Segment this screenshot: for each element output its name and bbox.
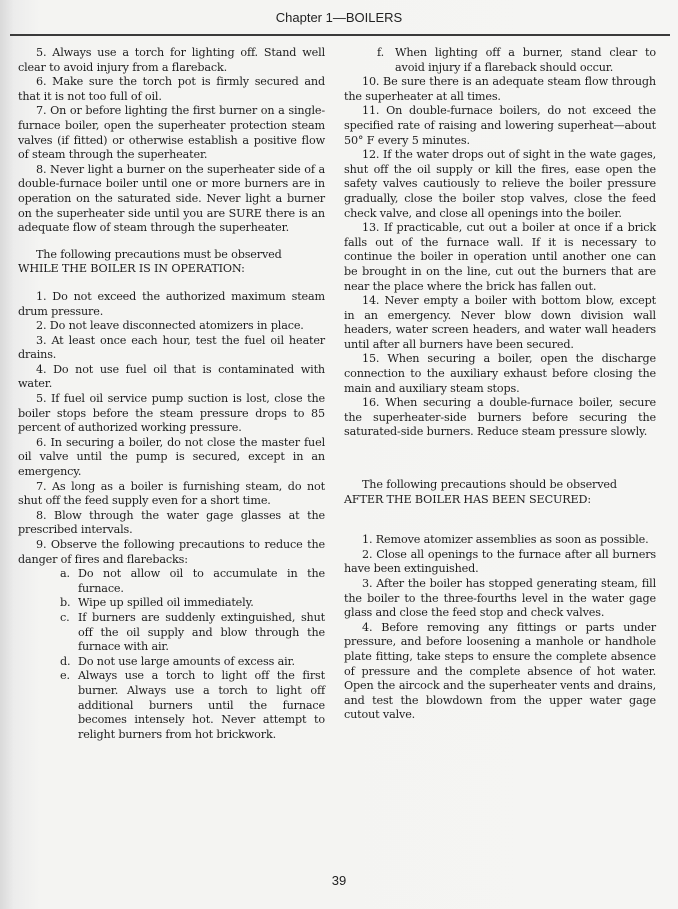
sub-item (18, 596, 325, 611)
lighting-item: 8. Never light a burner on the superheater side of a double-furnace boiler until one or more burners are in operation on the saturated side. Never light a burner on the superheater side until you are SURE there is an adequate flow of steam through the superheater. (18, 162, 325, 235)
sub-item-text: Always use a torch to light off the first burner. Always use a torch to light off additional burners until the furnace becomes intensely hot. Never attempt to relight burners from hot brickwork. (78, 669, 325, 741)
lighting-item: 7. On or before lighting the first burner on a single-furnace boiler, open the superheater protection steam valves (if fitted) or otherwise establish a positive flow of steam through the superheater. (18, 104, 325, 162)
operation-item: 9. Observe the following precautions to reduce the danger of fires and flarebacks: (18, 538, 325, 566)
sub-item-label: d. (60, 654, 71, 668)
left-column (18, 46, 325, 742)
sub-item (344, 46, 656, 75)
secured-item: 4. Before removing any fittings or parts under pressure, and before loosening a manhole or handhole plate fitting, take steps to ensure the complete absence of pressure and the complete absence of hot water. Open the aircock and the superheater vents and drains, and test the blowdown from the upper water gage cutout valve. (344, 620, 656, 722)
sub-item (18, 669, 325, 742)
spacer (344, 507, 656, 533)
lighting-item: 5. Always use a torch for lighting off. Stand well clear to avoid injury from a flareback. (18, 46, 325, 74)
sub-item-text: Wipe up spilled oil immediately. (78, 596, 254, 610)
sub-item-label: a. (60, 567, 70, 581)
operation-item: 10. Be sure there is an adequate steam flow through the superheater at all times. (344, 75, 656, 103)
sub-item (18, 611, 325, 655)
running-header: Chapter 1—BOILERS (275, 10, 403, 25)
operation-item: 11. On double-furnace boilers, do not exceed the specified rate of raising and lowering superheat—about 50° F every 5 minutes. (344, 104, 656, 147)
sub-item (18, 655, 325, 670)
operation-item: 15. When securing a boiler, open the discharge connection to the auxiliary exhaust before closing the main and auxiliary steam stops. (344, 352, 656, 395)
sub-item-label: f. (377, 46, 384, 59)
sub-item (18, 567, 325, 596)
secured-item: 2. Close all openings to the furnace after all burners have been extinguished. (344, 547, 656, 576)
operation-intro: The following precautions must be observed (36, 247, 282, 261)
operation-item: 14. Never empty a boiler with bottom blow, except in an emergency. Never blow down division wall headers, water screen headers, and water wall headers until after all burners have been secured. (344, 294, 656, 351)
secured-section-heading (344, 478, 656, 507)
operation-item: 3. At least once each hour, test the fuel oil heater drains. (18, 333, 325, 362)
sub-item-text: Do not allow oil to accumulate in the furnace. (78, 567, 325, 595)
operation-item: 4. Do not use fuel oil that is contaminated with water. (18, 362, 325, 391)
secured-item: 1. Remove atomizer assemblies as soon as possible. (362, 533, 649, 547)
operation-item: 1. Do not exceed the authorized maximum steam drum pressure. (18, 289, 325, 318)
operation-item: 5. If fuel oil service pump suction is lost, close the boiler stops before the steam pressure drops to 85 percent of authorized working pressure. (18, 392, 325, 435)
operation-item: 8. Blow through the water gage glasses at the prescribed intervals. (18, 508, 325, 537)
spacer (344, 440, 656, 466)
right-column (344, 46, 656, 723)
spacer (18, 277, 325, 290)
secured-heading: AFTER THE BOILER HAS BEEN SECURED: (344, 492, 591, 506)
sub-item-label: b. (60, 596, 71, 610)
sub-item-text: If burners are suddenly extinguished, shut off the oil supply and blow through the furnace with air. (78, 610, 325, 654)
sub-item-text: When lighting off a burner, stand clear to avoid injury if a flareback should occur. (395, 46, 656, 74)
sub-item-text: Do not use large amounts of excess air. (78, 654, 295, 668)
secured-item: 3. After the boiler has stopped generating steam, fill the boiler to the three-fourths level in the water gage glass and close the feed stop and check valves. (344, 577, 656, 620)
secured-intro: The following precautions should be observed (362, 478, 617, 492)
operation-item: 2. Do not leave disconnected atomizers in place. (36, 319, 304, 333)
lighting-item: 6. Make sure the torch pot is firmly secured and that it is not too full of oil. (18, 75, 325, 103)
operation-item: 7. As long as a boiler is furnishing steam, do not shut off the feed supply even for a short time. (18, 479, 325, 508)
sub-item-label: c. (60, 610, 70, 624)
sub-item-label: e. (60, 669, 70, 683)
operation-heading: WHILE THE BOILER IS IN OPERATION: (18, 262, 245, 276)
operation-item: 13. If practicable, cut out a boiler at once if a brick falls out of the furnace wall. If it is necessary to continue the boiler in operation until another one can be brought in on the line, cut out the burners that are near the place where the brick has fallen out. (344, 221, 656, 293)
operation-item: 6. In securing a boiler, do not close the master fuel oil valve until the pump is secured, except in an emergency. (18, 435, 325, 479)
page-number: 39 (331, 873, 347, 888)
operation-item: 12. If the water drops out of sight in the wate gages, shut off the oil supply or kill the fires, ease open the safety valves cautiously to relieve the boiler pressure gradually, close the boiler stop valves, close the feed check valve, and close all openings into the boiler. (344, 148, 656, 220)
header-rule (10, 34, 670, 36)
operation-section-heading (18, 248, 325, 277)
operation-item: 16. When securing a double-furnace boiler, secure the superheater-side burners before securing the saturated-side burners. Reduce steam pressure slowly. (344, 396, 656, 439)
